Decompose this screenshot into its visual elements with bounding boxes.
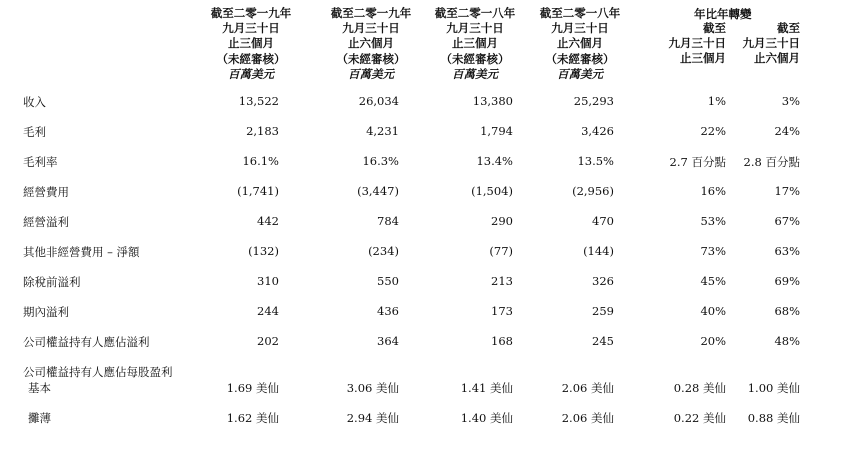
- header-unit: 百萬美元: [557, 66, 603, 81]
- cell: 784: [377, 214, 399, 228]
- yoy-line: 截至: [777, 21, 800, 35]
- header-line: （未經審核）: [545, 51, 615, 66]
- yoy-col-2: [743, 21, 801, 67]
- cell: (1,741): [237, 184, 279, 198]
- header-unit: 百萬美元: [452, 66, 498, 81]
- cell: 63%: [774, 244, 800, 258]
- cell: 2,183: [246, 124, 279, 138]
- header-col-4: [525, 6, 635, 82]
- header-line: 九月三十日: [222, 21, 280, 36]
- cell: 17%: [774, 184, 800, 198]
- yoy-line: 九月三十日: [742, 36, 800, 51]
- cell: 1.40 美仙: [460, 411, 513, 425]
- header-line: 截至二零一九年: [210, 6, 292, 20]
- cell: 13.5%: [577, 154, 614, 168]
- header-col-3: [420, 6, 530, 82]
- cell: (132): [248, 244, 279, 258]
- cell: 2.94 美仙: [346, 411, 399, 425]
- cell: 25,293: [573, 94, 614, 108]
- row-other-non-operating: [0, 244, 843, 262]
- header-unit: 百萬美元: [228, 66, 274, 81]
- cell: 13.4%: [476, 154, 513, 168]
- header-line: 九月三十日: [551, 21, 609, 36]
- row-label: 攤薄: [28, 411, 51, 425]
- yoy-col-1: [669, 21, 727, 67]
- yoy-line: 截至: [703, 21, 726, 35]
- header-line: 截至二零一八年: [539, 6, 621, 20]
- row-label: 毛利率: [23, 155, 58, 169]
- cell: 244: [257, 304, 279, 318]
- header-line: 截至二零一八年: [434, 6, 516, 20]
- cell: (144): [583, 244, 614, 258]
- cell: 4,231: [366, 124, 399, 138]
- cell: 245: [592, 334, 614, 348]
- header-col-1: [196, 6, 306, 82]
- yoy-title: 年比年轉變: [694, 7, 752, 21]
- row-label: 經營費用: [23, 185, 69, 199]
- cell: 0.88 美仙: [747, 411, 800, 425]
- cell: 67%: [774, 214, 800, 228]
- cell: 173: [491, 304, 513, 318]
- cell: (2,956): [572, 184, 614, 198]
- row-profit-before-tax: [0, 274, 843, 292]
- row-revenue: [0, 94, 843, 112]
- cell: 3.06 美仙: [346, 381, 399, 395]
- cell: 2.7 百分點: [669, 155, 726, 169]
- cell: 24%: [774, 124, 800, 138]
- row-eps-diluted: [0, 410, 843, 428]
- cell: 2.06 美仙: [561, 381, 614, 395]
- header-line: 九月三十日: [446, 21, 504, 36]
- cell: (1,504): [471, 184, 513, 198]
- cell: 73%: [700, 244, 726, 258]
- cell: 22%: [700, 124, 726, 138]
- cell: 40%: [700, 304, 726, 318]
- yoy-line: 止六個月: [754, 51, 800, 66]
- cell: 16%: [700, 184, 726, 198]
- row-label: 經營溢利: [23, 215, 69, 229]
- row-operating-profit: [0, 214, 843, 232]
- cell: 26,034: [358, 94, 399, 108]
- row-label: 除稅前溢利: [23, 275, 81, 289]
- cell: 68%: [774, 304, 800, 318]
- cell: 2.8 百分點: [743, 155, 800, 169]
- cell: 1.00 美仙: [747, 381, 800, 395]
- cell: 364: [377, 334, 399, 348]
- header-line: 止六個月: [348, 36, 394, 51]
- row-profit-attributable: [0, 334, 843, 352]
- row-label: 公司權益持有人應佔溢利: [23, 335, 150, 349]
- cell: (77): [489, 244, 513, 258]
- row-operating-expenses: [0, 184, 843, 202]
- cell: 1.41 美仙: [460, 381, 513, 395]
- cell: 1,794: [480, 124, 513, 138]
- header-line: 九月三十日: [342, 21, 400, 36]
- cell: 202: [257, 334, 279, 348]
- cell: 53%: [700, 214, 726, 228]
- row-gross-margin: [0, 154, 843, 172]
- cell: (3,447): [357, 184, 399, 198]
- header-line: 止六個月: [557, 36, 603, 51]
- cell: 16.1%: [242, 154, 279, 168]
- cell: 0.22 美仙: [673, 411, 726, 425]
- row-profit-for-period: [0, 304, 843, 322]
- cell: 470: [592, 214, 614, 228]
- cell: 45%: [700, 274, 726, 288]
- header-line: 止三個月: [228, 36, 274, 51]
- cell: 290: [491, 214, 513, 228]
- header-line: （未經審核）: [336, 51, 406, 66]
- cell: 436: [377, 304, 399, 318]
- cell: 13,522: [238, 94, 279, 108]
- header-unit: 百萬美元: [348, 66, 394, 81]
- cell: 0.28 美仙: [673, 381, 726, 395]
- cell: 259: [592, 304, 614, 318]
- cell: 310: [257, 274, 279, 288]
- cell: 48%: [774, 334, 800, 348]
- cell: 3%: [781, 94, 800, 108]
- header-col-2: [316, 6, 426, 82]
- header-line: 止三個月: [452, 36, 498, 51]
- cell: 1%: [707, 94, 726, 108]
- cell: 16.3%: [362, 154, 399, 168]
- cell: 13,380: [472, 94, 513, 108]
- row-label: 其他非經營費用 – 淨額: [23, 245, 140, 259]
- cell: 69%: [774, 274, 800, 288]
- row-gross-profit: [0, 124, 843, 142]
- row-label: 期內溢利: [23, 305, 69, 319]
- cell: 1.62 美仙: [226, 411, 279, 425]
- cell: 20%: [700, 334, 726, 348]
- cell: 550: [377, 274, 399, 288]
- cell: 3,426: [581, 124, 614, 138]
- cell: 1.69 美仙: [226, 381, 279, 395]
- row-label: 收入: [23, 95, 46, 109]
- row-label: 毛利: [23, 125, 46, 139]
- cell: 168: [491, 334, 513, 348]
- eps-title: 公司權益持有人應佔每股盈利: [23, 365, 173, 379]
- header-line: 截至二零一九年: [330, 6, 412, 20]
- header-line: （未經審核）: [440, 51, 510, 66]
- cell: 442: [257, 214, 279, 228]
- row-label: 基本: [28, 381, 51, 395]
- yoy-line: 止三個月: [680, 51, 726, 66]
- cell: 213: [491, 274, 513, 288]
- cell: 326: [592, 274, 614, 288]
- header-line: （未經審核）: [216, 51, 286, 66]
- row-eps-basic: [0, 380, 843, 398]
- cell: (234): [368, 244, 399, 258]
- yoy-line: 九月三十日: [668, 36, 726, 51]
- cell: 2.06 美仙: [561, 411, 614, 425]
